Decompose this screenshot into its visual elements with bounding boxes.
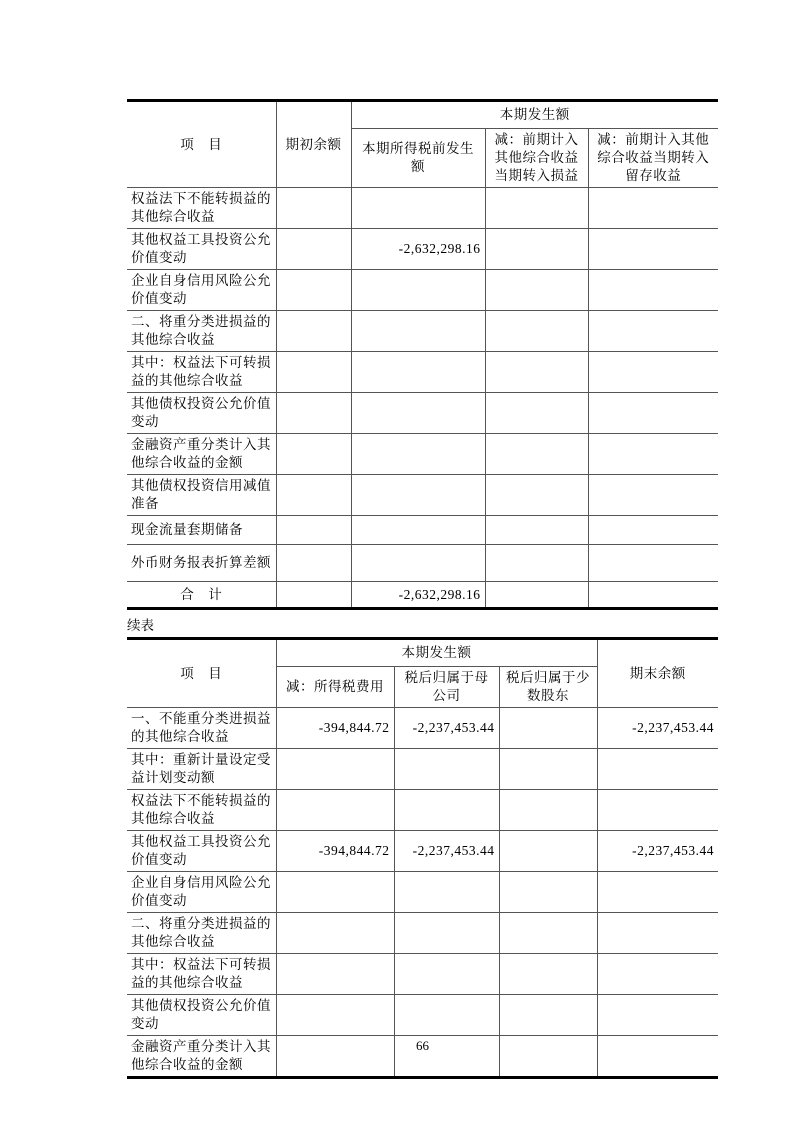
row-label: 其中：权益法下可转损益的其他综合收益 — [127, 352, 276, 393]
value-cell — [499, 708, 597, 749]
row-label: 现金流量套期储备 — [127, 516, 276, 545]
header-current-period-group: 本期发生额 — [351, 101, 718, 129]
value-cell — [276, 582, 351, 609]
value-cell: -2,237,453.44 — [394, 831, 499, 872]
table-row — [127, 831, 718, 872]
row-label: 金融资产重分类计入其他综合收益的金额 — [127, 1036, 276, 1078]
value-cell — [394, 749, 499, 790]
row-label: 其他债权投资公允价值变动 — [127, 995, 276, 1036]
row-label: 其他权益工具投资公允价值变动 — [127, 831, 276, 872]
value-cell — [351, 311, 485, 352]
value-cell — [276, 229, 351, 270]
value-cell — [597, 790, 718, 831]
value-cell — [276, 872, 394, 913]
page-number: 66 — [416, 1038, 429, 1053]
value-cell — [485, 434, 588, 475]
value-cell — [351, 270, 485, 311]
row-label: 权益法下不能转损益的其他综合收益 — [127, 188, 276, 229]
table-row — [127, 545, 718, 582]
row-label: 二、将重分类进损益的其他综合收益 — [127, 311, 276, 352]
value-cell — [588, 516, 718, 545]
header-ending-balance: 期末余额 — [597, 639, 718, 708]
oci-table-part2-body — [127, 708, 718, 1078]
row-label: 企业自身信用风险公允价值变动 — [127, 270, 276, 311]
value-cell — [276, 188, 351, 229]
header-pretax-amount: 本期所得税前发生额 — [351, 129, 485, 188]
value-cell — [276, 270, 351, 311]
value-cell — [276, 434, 351, 475]
table-row — [127, 393, 718, 434]
value-cell — [276, 545, 351, 582]
value-cell — [588, 188, 718, 229]
value-cell — [485, 270, 588, 311]
value-cell — [394, 872, 499, 913]
value-cell: -2,632,298.16 — [351, 229, 485, 270]
value-cell — [588, 434, 718, 475]
table-row — [127, 872, 718, 913]
value-cell: -2,237,453.44 — [597, 831, 718, 872]
value-cell: -2,237,453.44 — [394, 708, 499, 749]
table-row — [127, 516, 718, 545]
value-cell — [351, 475, 485, 516]
value-cell — [588, 545, 718, 582]
value-cell — [351, 393, 485, 434]
value-cell — [276, 393, 351, 434]
value-cell — [485, 393, 588, 434]
value-cell — [588, 582, 718, 609]
table-row — [127, 188, 718, 229]
value-cell — [276, 790, 394, 831]
value-cell — [485, 582, 588, 609]
value-cell — [276, 516, 351, 545]
value-cell — [499, 790, 597, 831]
value-cell — [276, 311, 351, 352]
oci-table-part2 — [127, 637, 718, 1079]
header-current-period-group: 本期发生额 — [276, 639, 597, 667]
header-less-income-tax: 减：所得税费用 — [276, 667, 394, 708]
header-after-tax-minority: 税后归属于少数股东 — [499, 667, 597, 708]
value-cell: -394,844.72 — [276, 708, 394, 749]
value-cell — [485, 545, 588, 582]
header-less-transferred-to-pl: 减：前期计入其他综合收益当期转入损益 — [485, 129, 588, 188]
value-cell — [499, 954, 597, 995]
row-label: 权益法下不能转损益的其他综合收益 — [127, 790, 276, 831]
header-less-transferred-to-retained-earnings: 减：前期计入其他综合收益当期转入留存收益 — [588, 129, 718, 188]
table-row — [127, 995, 718, 1036]
header-item: 项 目 — [127, 639, 276, 708]
row-label: 其他权益工具投资公允价值变动 — [127, 229, 276, 270]
value-cell — [394, 913, 499, 954]
value-cell: -394,844.72 — [276, 831, 394, 872]
continued-table-label: 续表 — [127, 618, 154, 633]
header-beginning-balance: 期初余额 — [276, 101, 351, 188]
table-row — [127, 434, 718, 475]
value-cell — [499, 995, 597, 1036]
table-row — [127, 708, 718, 749]
value-cell — [276, 995, 394, 1036]
table-row — [127, 270, 718, 311]
table-row — [127, 790, 718, 831]
oci-table-part1 — [127, 99, 718, 610]
value-cell — [597, 913, 718, 954]
table-row — [127, 582, 718, 609]
row-label: 合 计 — [127, 582, 276, 609]
value-cell — [588, 229, 718, 270]
value-cell — [588, 270, 718, 311]
table-row — [127, 352, 718, 393]
value-cell — [485, 188, 588, 229]
row-label: 外币财务报表折算差额 — [127, 545, 276, 582]
value-cell — [597, 749, 718, 790]
value-cell — [394, 995, 499, 1036]
value-cell — [588, 393, 718, 434]
value-cell — [597, 954, 718, 995]
value-cell — [597, 995, 718, 1036]
oci-table-part1-header — [127, 101, 718, 188]
table-row — [127, 749, 718, 790]
value-cell — [394, 954, 499, 995]
row-label: 其中：权益法下可转损益的其他综合收益 — [127, 954, 276, 995]
value-cell — [276, 475, 351, 516]
value-cell — [351, 545, 485, 582]
row-label: 金融资产重分类计入其他综合收益的金额 — [127, 434, 276, 475]
table-row — [127, 475, 718, 516]
value-cell: -2,237,453.44 — [597, 708, 718, 749]
value-cell — [351, 352, 485, 393]
value-cell — [499, 872, 597, 913]
value-cell — [394, 790, 499, 831]
table-row — [127, 913, 718, 954]
row-label: 二、将重分类进损益的其他综合收益 — [127, 913, 276, 954]
row-label: 其他债权投资信用减值准备 — [127, 475, 276, 516]
header-after-tax-parent: 税后归属于母公司 — [394, 667, 499, 708]
value-cell — [597, 872, 718, 913]
value-cell — [485, 516, 588, 545]
oci-table-part2-header — [127, 639, 718, 708]
value-cell: -2,632,298.16 — [351, 582, 485, 609]
header-item: 项 目 — [127, 101, 276, 188]
page-content — [127, 99, 718, 1079]
value-cell — [276, 913, 394, 954]
table-row — [127, 954, 718, 995]
value-cell — [499, 831, 597, 872]
value-cell — [485, 229, 588, 270]
value-cell — [485, 352, 588, 393]
value-cell — [351, 516, 485, 545]
table-row — [127, 229, 718, 270]
value-cell — [588, 352, 718, 393]
value-cell — [499, 913, 597, 954]
row-label: 其他债权投资公允价值变动 — [127, 393, 276, 434]
value-cell — [485, 311, 588, 352]
value-cell — [276, 352, 351, 393]
row-label: 其中：重新计量设定受益计划变动额 — [127, 749, 276, 790]
value-cell — [499, 749, 597, 790]
value-cell — [351, 434, 485, 475]
value-cell — [588, 311, 718, 352]
value-cell — [276, 749, 394, 790]
value-cell — [351, 188, 485, 229]
row-label: 企业自身信用风险公允价值变动 — [127, 872, 276, 913]
row-label: 一、不能重分类进损益的其他综合收益 — [127, 708, 276, 749]
value-cell — [485, 475, 588, 516]
table-row — [127, 311, 718, 352]
value-cell — [276, 954, 394, 995]
value-cell — [588, 475, 718, 516]
oci-table-part1-body — [127, 188, 718, 609]
